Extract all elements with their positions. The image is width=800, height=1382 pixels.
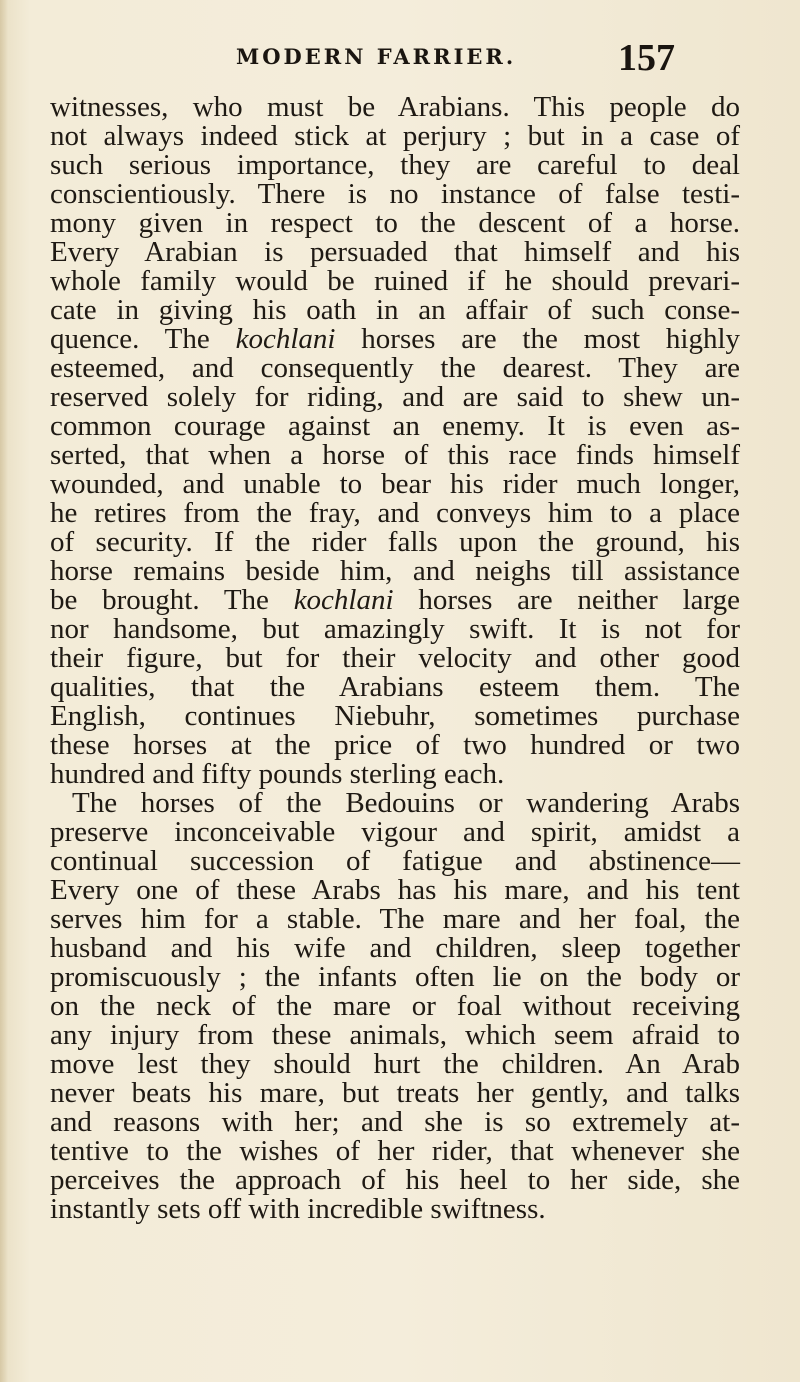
text-line: common courage against an enemy. It is even as- bbox=[50, 410, 740, 442]
text-segment: The bbox=[164, 323, 210, 355]
text-line: horse remains beside him, and neighs till assistance bbox=[50, 555, 740, 587]
page-header bbox=[0, 36, 800, 96]
text-line: promiscuously ; the infants often lie on the body or bbox=[50, 961, 740, 993]
text-line: witnesses, who must be Arabians. This people do bbox=[50, 91, 740, 123]
body-text bbox=[50, 93, 740, 1224]
text-line: never beats his mare, but treats her gently, and talks bbox=[50, 1077, 740, 1109]
text-line: their figure, but for their velocity and other good bbox=[50, 642, 740, 674]
text-line-with-italic bbox=[50, 586, 740, 615]
text-line: esteemed, and consequently the dearest. They are bbox=[50, 352, 740, 384]
page-gutter-shadow bbox=[0, 0, 8, 1382]
text-line: tentive to the wishes of her rider, that whenever she bbox=[50, 1135, 740, 1167]
text-line: perceives the approach of his heel to her side, she bbox=[50, 1164, 740, 1196]
text-line: hundred and fifty pounds sterling each. bbox=[50, 758, 505, 790]
text-line: whole family would be ruined if he should prevari- bbox=[50, 265, 740, 297]
text-line: Every Arabian is persuaded that himself and his bbox=[50, 236, 740, 268]
text-line: wounded, and unable to bear his rider much longer, bbox=[50, 468, 740, 500]
text-line: any injury from these animals, which seem afraid to bbox=[50, 1019, 740, 1051]
text-line: serves him for a stable. The mare and her foal, the bbox=[50, 903, 740, 935]
page-number: 157 bbox=[618, 37, 675, 79]
italic-term: kochlani bbox=[293, 584, 394, 616]
text-line: such serious importance, they are careful to deal bbox=[50, 149, 740, 181]
text-line: not always indeed stick at perjury ; but in a case of bbox=[50, 120, 740, 152]
text-line: reserved solely for riding, and are said to shew un- bbox=[50, 381, 740, 413]
text-line: serted, that when a horse of this race finds himself bbox=[50, 439, 740, 471]
text-line: of security. If the rider falls upon the ground, his bbox=[50, 526, 740, 558]
text-line: these horses at the price of two hundred or two bbox=[50, 729, 740, 761]
text-line: instantly sets off with incredible swiftness. bbox=[50, 1193, 546, 1225]
text-line: husband and his wife and children, sleep together bbox=[50, 932, 740, 964]
text-line: Every one of these Arabs has his mare, and his tent bbox=[50, 874, 740, 906]
text-line-with-italic bbox=[50, 325, 740, 354]
text-line: he retires from the fray, and conveys him to a place bbox=[50, 497, 740, 529]
text-line: conscientiously. There is no instance of false testi- bbox=[50, 178, 740, 210]
text-line: move lest they should hurt the children. An Arab bbox=[50, 1048, 740, 1080]
text-segment: horses are neither large bbox=[418, 584, 741, 616]
text-line: nor handsome, but amazingly swift. It is not for bbox=[50, 613, 740, 645]
text-segment: horses are the most highly bbox=[361, 323, 741, 355]
text-line: and reasons with her; and she is so extremely at- bbox=[50, 1106, 740, 1138]
text-line: qualities, that the Arabians esteem them. The bbox=[50, 671, 740, 703]
text-line: mony given in respect to the descent of a horse. bbox=[50, 207, 740, 239]
italic-term: kochlani bbox=[235, 323, 336, 355]
running-head: MODERN FARRIER. bbox=[236, 44, 517, 69]
text-line: on the neck of the mare or foal without receiving bbox=[50, 990, 740, 1022]
text-line: preserve inconceivable vigour and spirit, amidst a bbox=[50, 816, 740, 848]
text-segment: quence. bbox=[50, 323, 140, 355]
text-line: cate in giving his oath in an affair of such conse- bbox=[50, 294, 740, 326]
text-line: English, continues Niebuhr, sometimes purchase bbox=[50, 700, 740, 732]
text-line: continual succession of fatigue and abstinence— bbox=[50, 845, 740, 877]
text-line: The horses of the Bedouins or wandering Arabs bbox=[72, 787, 740, 819]
text-segment: The bbox=[223, 584, 269, 616]
text-segment: be brought. bbox=[50, 584, 200, 616]
